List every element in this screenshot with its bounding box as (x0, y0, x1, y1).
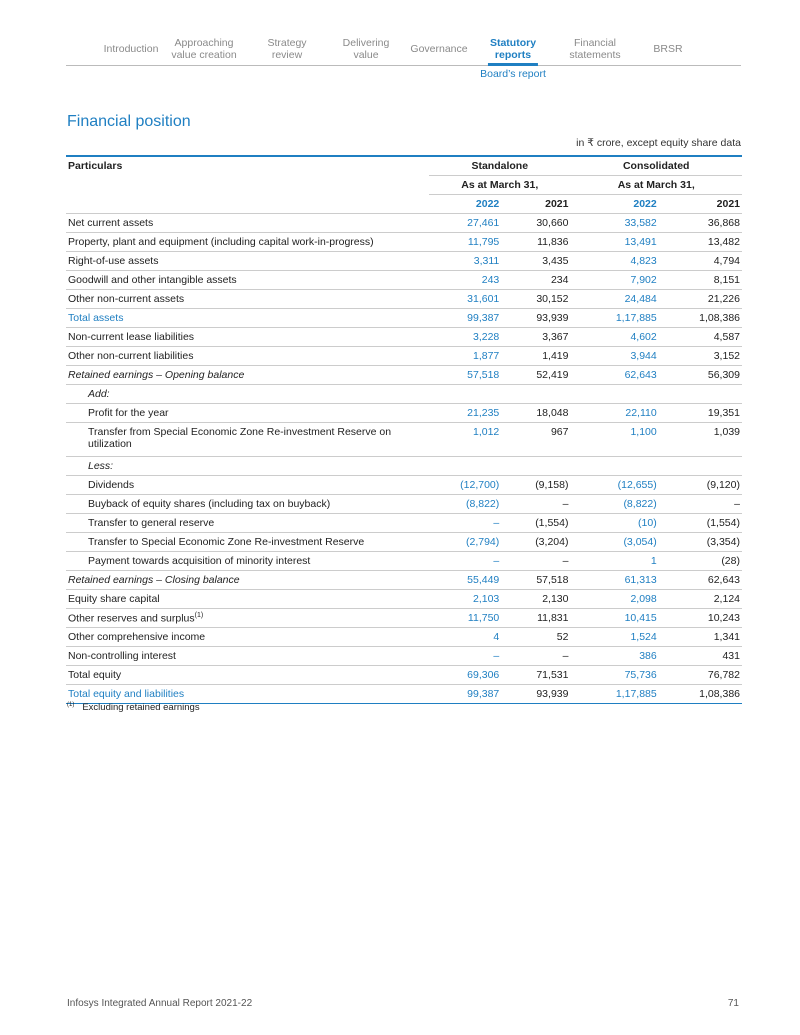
row-label-text: Property, plant and equipment (including capital work-in-progress) (68, 236, 374, 248)
row-label-text: Other reserves and surplus (68, 612, 195, 625)
row-label (66, 233, 429, 252)
cell-consolidated-2021: (9,120) (659, 476, 742, 495)
row-label-text: Retained earnings – Closing balance (68, 574, 240, 586)
cell-consolidated-2021: 2,124 (659, 590, 742, 609)
row-label (66, 609, 429, 628)
cell-consolidated-2022: 1,17,885 (570, 309, 658, 328)
cell-standalone-2022: – (429, 552, 501, 571)
cell-consolidated-2021 (659, 457, 742, 476)
cell-consolidated-2022: 7,902 (570, 271, 658, 290)
page-title: Financial position (67, 113, 191, 130)
row-label-text: Total equity (68, 669, 122, 681)
cell-standalone-2021: 18,048 (501, 404, 570, 423)
nav-item[interactable]: Financial statements (569, 37, 621, 61)
table-row (66, 552, 742, 571)
cell-consolidated-2022: (3,054) (570, 533, 658, 552)
cell-consolidated-2022: 75,736 (570, 666, 658, 685)
subsection-board-report[interactable]: Board’s report (480, 68, 546, 80)
row-label (66, 404, 429, 423)
cell-consolidated-2021: (1,554) (659, 514, 742, 533)
row-label-text: Other non-current liabilities (68, 350, 194, 362)
footnote (67, 702, 200, 713)
cell-consolidated-2022: 2,098 (570, 590, 658, 609)
nav-item[interactable]: Approaching value creation (171, 37, 237, 61)
table-row (66, 404, 742, 423)
row-label (66, 685, 429, 704)
row-label-text: Less: (88, 460, 114, 472)
row-label-text: Transfer to Special Economic Zone Re-investment Reserve (88, 536, 365, 548)
table-row (66, 609, 742, 628)
cell-standalone-2022: 243 (429, 271, 501, 290)
cell-standalone-2022: (12,700) (429, 476, 501, 495)
row-label-text: Net current assets (68, 217, 154, 229)
table-row (66, 214, 742, 233)
row-label (66, 214, 429, 233)
cell-consolidated-2021 (659, 385, 742, 404)
cell-standalone-2022: 11,795 (429, 233, 501, 252)
cell-consolidated-2022: 62,643 (570, 366, 658, 385)
cell-consolidated-2022: (12,655) (570, 476, 658, 495)
report-footer: Infosys Integrated Annual Report 2021-22 (67, 998, 253, 1009)
cell-standalone-2022: – (429, 647, 501, 666)
cell-standalone-2022: 2,103 (429, 590, 501, 609)
cell-consolidated-2022: 1 (570, 552, 658, 571)
table-row (66, 628, 742, 647)
cell-standalone-2021: (1,554) (501, 514, 570, 533)
cell-consolidated-2022 (570, 457, 658, 476)
cell-consolidated-2021: 21,226 (659, 290, 742, 309)
row-label (66, 309, 429, 328)
table-row (66, 571, 742, 590)
cell-consolidated-2021: 4,794 (659, 252, 742, 271)
cell-standalone-2021: 93,939 (501, 309, 570, 328)
cell-standalone-2022: 3,228 (429, 328, 501, 347)
cell-consolidated-2022: 1,17,885 (570, 685, 658, 704)
row-label-text: Right-of-use assets (68, 255, 159, 267)
row-label-text: Retained earnings – Opening balance (68, 369, 245, 381)
financial-position-table (66, 155, 742, 704)
row-label-text: Profit for the year (88, 407, 169, 419)
row-label (66, 457, 429, 476)
nav-item[interactable]: Introduction (103, 43, 159, 55)
section-nav (66, 35, 741, 66)
nav-item[interactable]: Statutory reports (489, 37, 537, 61)
cell-consolidated-2021: 1,08,386 (659, 309, 742, 328)
cell-standalone-2021: 30,152 (501, 290, 570, 309)
row-label (66, 590, 429, 609)
cell-consolidated-2021: 1,039 (659, 423, 742, 457)
row-label (66, 666, 429, 685)
header-standalone-2022: 2022 (429, 195, 501, 214)
row-label-text: Payment towards acquisition of minority interest (88, 555, 311, 567)
table-row (66, 423, 742, 457)
table-row (66, 647, 742, 666)
header-standalone-2021: 2021 (501, 195, 570, 214)
cell-consolidated-2021: 1,08,386 (659, 685, 742, 704)
cell-consolidated-2022 (570, 385, 658, 404)
row-label-text: Add: (88, 388, 110, 400)
row-label (66, 252, 429, 271)
table-row (66, 347, 742, 366)
row-label (66, 385, 429, 404)
table-row (66, 233, 742, 252)
footnote-text: Excluding retained earnings (82, 702, 200, 714)
row-label-text: Total assets (68, 312, 124, 324)
cell-consolidated-2021: 36,868 (659, 214, 742, 233)
cell-standalone-2021: 52 (501, 628, 570, 647)
row-label-text: Non-current lease liabilities (68, 331, 195, 343)
cell-consolidated-2021: 4,587 (659, 328, 742, 347)
table-row (66, 328, 742, 347)
row-label (66, 514, 429, 533)
unit-note: in ₹ crore, except equity share data (576, 137, 741, 149)
cell-consolidated-2021: 10,243 (659, 609, 742, 628)
header-consolidated-2021: 2021 (659, 195, 742, 214)
row-label-text: Buyback of equity shares (including tax on buyback) (88, 498, 331, 510)
header-standalone: Standalone (429, 156, 570, 176)
row-label-text: Other comprehensive income (68, 631, 206, 643)
cell-consolidated-2022: 13,491 (570, 233, 658, 252)
cell-standalone-2022: 11,750 (429, 609, 501, 628)
cell-standalone-2022: (2,794) (429, 533, 501, 552)
table-row (66, 476, 742, 495)
row-label (66, 533, 429, 552)
table-row (66, 685, 742, 704)
table-row (66, 457, 742, 476)
cell-consolidated-2022: 33,582 (570, 214, 658, 233)
footnote-mark: (1) (67, 702, 75, 708)
cell-standalone-2022: 55,449 (429, 571, 501, 590)
page-number: 71 (727, 998, 739, 1009)
cell-consolidated-2021: (3,354) (659, 533, 742, 552)
cell-consolidated-2021: 76,782 (659, 666, 742, 685)
cell-standalone-2021: 93,939 (501, 685, 570, 704)
header-as-at-standalone: As at March 31, (429, 176, 570, 195)
cell-consolidated-2021: (28) (659, 552, 742, 571)
cell-standalone-2021: – (501, 495, 570, 514)
row-label (66, 271, 429, 290)
cell-standalone-2021: 2,130 (501, 590, 570, 609)
row-label-text: Non-controlling interest (68, 650, 176, 662)
cell-standalone-2021: – (501, 552, 570, 571)
table-row (66, 385, 742, 404)
row-label (66, 290, 429, 309)
header-blank (66, 176, 429, 195)
table-row (66, 309, 742, 328)
cell-standalone-2021: 3,435 (501, 252, 570, 271)
table-row (66, 271, 742, 290)
row-label-text: Equity share capital (68, 593, 160, 605)
table-row (66, 495, 742, 514)
cell-standalone-2022: – (429, 514, 501, 533)
table-row (66, 666, 742, 685)
row-label (66, 423, 429, 457)
cell-standalone-2021: (3,204) (501, 533, 570, 552)
cell-standalone-2021: – (501, 647, 570, 666)
row-label-text: Total equity and liabilities (68, 688, 185, 700)
cell-standalone-2021: 30,660 (501, 214, 570, 233)
cell-standalone-2021: 11,836 (501, 233, 570, 252)
cell-consolidated-2021: 431 (659, 647, 742, 666)
cell-consolidated-2022: 386 (570, 647, 658, 666)
nav-item[interactable]: BRSR (653, 43, 683, 55)
cell-standalone-2021: 1,419 (501, 347, 570, 366)
cell-consolidated-2021: 1,341 (659, 628, 742, 647)
cell-standalone-2021: 234 (501, 271, 570, 290)
cell-standalone-2022: 57,518 (429, 366, 501, 385)
row-label (66, 328, 429, 347)
cell-standalone-2022: 3,311 (429, 252, 501, 271)
cell-standalone-2021: 967 (501, 423, 570, 457)
cell-consolidated-2022: 1,524 (570, 628, 658, 647)
cell-consolidated-2021: 56,309 (659, 366, 742, 385)
row-label-text: Goodwill and other intangible assets (68, 274, 237, 286)
table-row (66, 533, 742, 552)
footnote-ref: (1) (194, 611, 204, 619)
cell-standalone-2022 (429, 457, 501, 476)
cell-standalone-2021: (9,158) (501, 476, 570, 495)
cell-standalone-2022 (429, 385, 501, 404)
nav-item[interactable]: Governance (410, 43, 468, 55)
cell-consolidated-2022: 22,110 (570, 404, 658, 423)
header-as-at-consolidated: As at March 31, (570, 176, 742, 195)
table-row (66, 252, 742, 271)
cell-consolidated-2022: (8,822) (570, 495, 658, 514)
row-label (66, 552, 429, 571)
row-label (66, 571, 429, 590)
cell-consolidated-2022: 10,415 (570, 609, 658, 628)
row-label-text: Transfer from Special Economic Zone Re-investment Reserve on utilization (88, 426, 392, 450)
cell-consolidated-2022: 4,602 (570, 328, 658, 347)
nav-item[interactable]: Delivering value (342, 37, 390, 61)
table-row (66, 590, 742, 609)
header-particulars: Particulars (68, 160, 123, 173)
cell-standalone-2022: 99,387 (429, 685, 501, 704)
cell-standalone-2022: 27,461 (429, 214, 501, 233)
header-consolidated: Consolidated (570, 156, 742, 176)
cell-consolidated-2021: 62,643 (659, 571, 742, 590)
header-blank (66, 195, 429, 214)
cell-standalone-2021 (501, 385, 570, 404)
cell-standalone-2022: 1,012 (429, 423, 501, 457)
row-label-text: Dividends (88, 479, 135, 491)
cell-consolidated-2021: 19,351 (659, 404, 742, 423)
table-row (66, 366, 742, 385)
cell-standalone-2021: 71,531 (501, 666, 570, 685)
cell-standalone-2022: 21,235 (429, 404, 501, 423)
cell-consolidated-2022: (10) (570, 514, 658, 533)
row-label (66, 647, 429, 666)
nav-item[interactable]: Strategy review (267, 37, 307, 61)
row-label (66, 347, 429, 366)
cell-standalone-2022: 1,877 (429, 347, 501, 366)
cell-standalone-2021: 11,831 (501, 609, 570, 628)
cell-standalone-2022: 69,306 (429, 666, 501, 685)
cell-standalone-2022: 4 (429, 628, 501, 647)
cell-consolidated-2021: – (659, 495, 742, 514)
cell-consolidated-2022: 24,484 (570, 290, 658, 309)
header-consolidated-2022: 2022 (570, 195, 658, 214)
cell-consolidated-2022: 61,313 (570, 571, 658, 590)
table-row (66, 290, 742, 309)
cell-consolidated-2022: 3,944 (570, 347, 658, 366)
row-label (66, 495, 429, 514)
cell-standalone-2022: (8,822) (429, 495, 501, 514)
cell-consolidated-2021: 13,482 (659, 233, 742, 252)
row-label (66, 366, 429, 385)
cell-consolidated-2021: 8,151 (659, 271, 742, 290)
cell-standalone-2021: 57,518 (501, 571, 570, 590)
row-label-text: Transfer to general reserve (88, 517, 215, 529)
cell-consolidated-2022: 1,100 (570, 423, 658, 457)
cell-consolidated-2022: 4,823 (570, 252, 658, 271)
cell-standalone-2021: 52,419 (501, 366, 570, 385)
table-row (66, 514, 742, 533)
cell-standalone-2022: 99,387 (429, 309, 501, 328)
cell-standalone-2021 (501, 457, 570, 476)
cell-standalone-2022: 31,601 (429, 290, 501, 309)
row-label-text: Other non-current assets (68, 293, 185, 305)
row-label (66, 628, 429, 647)
row-label (66, 476, 429, 495)
cell-standalone-2021: 3,367 (501, 328, 570, 347)
cell-consolidated-2021: 3,152 (659, 347, 742, 366)
